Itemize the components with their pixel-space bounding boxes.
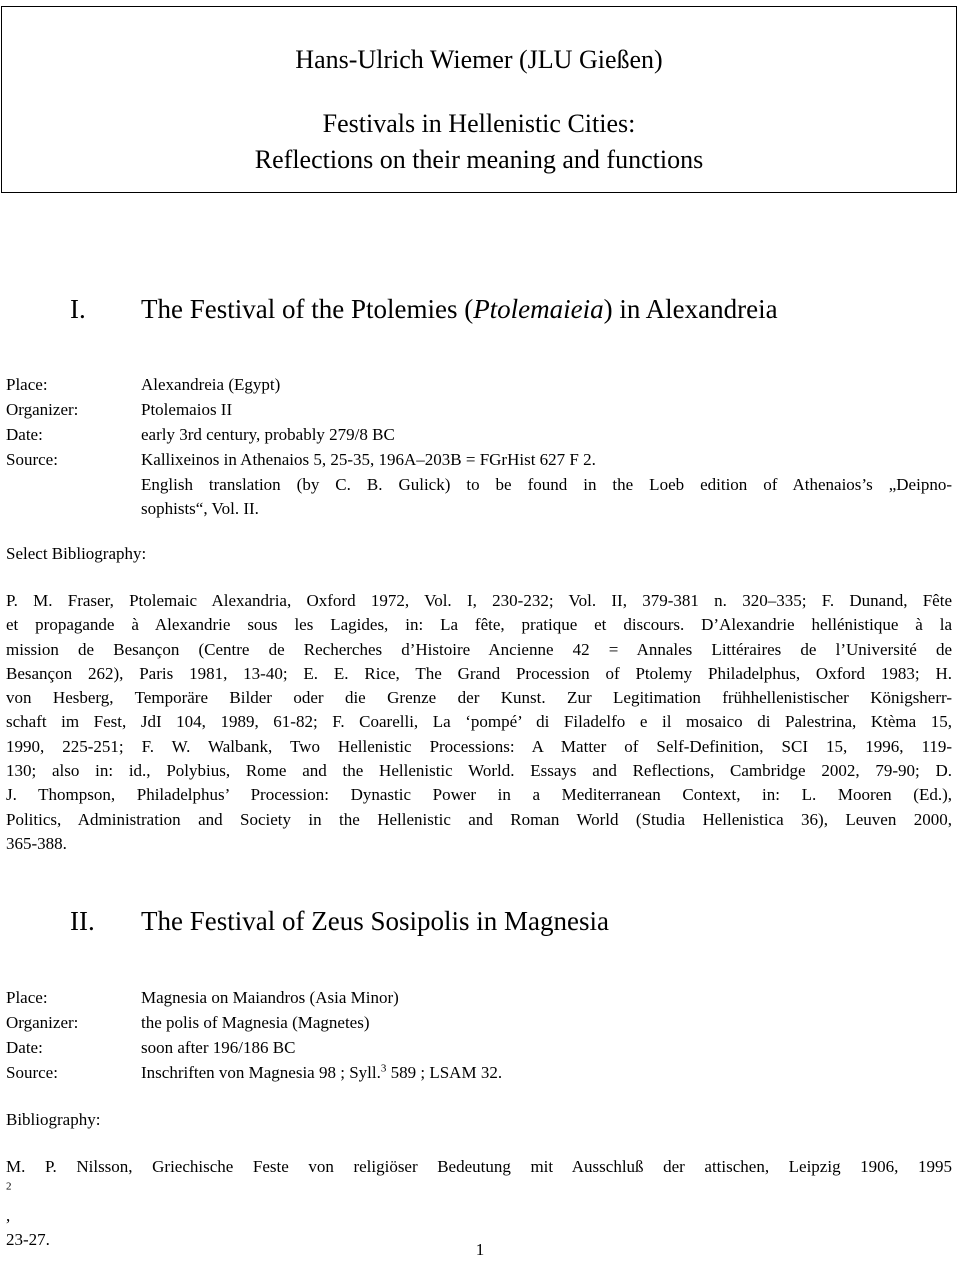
- source-translation-note: [141, 473, 952, 521]
- bib-line: 365-388.: [6, 833, 67, 853]
- bib-line: P. M. Fraser, Ptolemaic Alexandria, Oxford 1972, Vol. I, 230-232; Vol. II, 379-381 n. 320–335; F. Dunand, Fête: [6, 591, 952, 610]
- section-1-title-italic: Ptolemaieia: [473, 294, 604, 324]
- section-1-title-end: ) in Alexandreia: [603, 294, 778, 324]
- section-1-bibliography: [6, 589, 952, 856]
- bib-line: Besançon 262), Paris 1981, 13-40; E. E. Rice, The Grand Procession of Ptolemy Philadelphus, Oxford 1983; H.: [6, 663, 952, 683]
- section-2-title: The Festival of Zeus Sosipolis in Magnesia: [141, 906, 609, 936]
- bib-line: 1990, 225-251; F. W. Walbank, Two Hellenistic Processions: A Matter of Self-Definition, SCI 15, 1996, 119-: [6, 736, 952, 756]
- select-bibliography-heading: Select Bibliography:: [6, 544, 147, 563]
- bib-line: [6, 1155, 952, 1228]
- source-value: Kallixeinos in Athenaios 5, 25-35, 196A–203B = FGrHist 627 F 2.: [141, 450, 596, 469]
- date-value: soon after 196/186 BC: [141, 1038, 296, 1057]
- bib-text-end: ,: [6, 1205, 11, 1225]
- source-value: [141, 1061, 502, 1085]
- date-value: early 3rd century, probably 279/8 BC: [141, 425, 395, 444]
- section-1-title-start: The Festival of the Ptolemies (: [141, 294, 474, 324]
- bib-line: et propagande à Alexandrie sous les Lagides, in: La fête, pratique et discours. D’Alexandrie hellénistique à la: [6, 615, 952, 635]
- page-number: 1: [475, 1240, 485, 1259]
- source-text-end: 589 ; LSAM 32.: [386, 1063, 503, 1082]
- section-2-number: II.: [70, 906, 95, 936]
- source-label: Source:: [6, 450, 58, 469]
- place-value: Alexandreia (Egypt): [141, 375, 281, 394]
- bib-line: 130; also in: id., Polybius, Rome and the Hellenistic World. Essays and Reflections, Cambridge 2002, 79-90; D.: [6, 761, 952, 781]
- bib-line: schaft im Fest, JdI 104, 1989, 61-82; F. Coarelli, La ‘pompé’ di Filadelfo e il mosaico di Palestrina, Ktèma 15,: [6, 712, 952, 732]
- date-label: Date:: [6, 1038, 43, 1057]
- bib-line: J. Thompson, Philadelphus’ Procession: Dynastic Power in a Mediterranean Context, in: L. Mooren (Ed.),: [6, 785, 952, 805]
- title-line-2: Reflections on their meaning and functions: [254, 145, 704, 174]
- bibliography-heading: Bibliography:: [6, 1110, 101, 1129]
- place-value: Magnesia on Maiandros (Asia Minor): [141, 988, 399, 1007]
- bib-line: von Hesberg, Temporäre Bilder oder die Grenze der Kunst. Zur Legitimation frühhellenistischer Königsherr-: [6, 688, 952, 708]
- bib-text: M. P. Nilsson, Griechische Feste von religiöser Bedeutung mit Ausschluß der attischen, Leipzig 1906, 1995: [6, 1157, 952, 1176]
- organizer-label: Organizer:: [6, 1013, 79, 1032]
- place-label: Place:: [6, 988, 48, 1007]
- section-2-bibliography: [6, 1155, 952, 1252]
- section-1-number: I.: [70, 294, 86, 324]
- bib-superscript: 2: [6, 1180, 12, 1193]
- source-superscript: 3: [380, 1062, 387, 1075]
- section-1-title: [141, 293, 778, 325]
- author-line: Hans-Ulrich Wiemer (JLU Gießen): [295, 45, 663, 74]
- source-note-line-1: English translation (by C. B. Gulick) to be found in the Loeb edition of Athenaios’s „Deipno-: [141, 475, 952, 494]
- place-label: Place:: [6, 375, 48, 394]
- date-label: Date:: [6, 425, 43, 444]
- source-text: Inschriften von Magnesia 98 ; Syll.: [141, 1063, 381, 1082]
- source-label: Source:: [6, 1063, 58, 1082]
- organizer-label: Organizer:: [6, 400, 79, 419]
- organizer-value: the polis of Magnesia (Magnetes): [141, 1013, 370, 1032]
- organizer-value: Ptolemaios II: [141, 400, 233, 419]
- source-note-line-2: sophists“, Vol. II.: [141, 499, 259, 518]
- bib-line: mission de Besançon (Centre de Recherches d’Histoire Ancienne 42 = Annales Littéraires de l’Université de: [6, 639, 952, 659]
- title-box: [1, 6, 957, 193]
- title-line-1: Festivals in Hellenistic Cities:: [322, 109, 636, 138]
- bib-line: 23-27.: [6, 1229, 50, 1249]
- bib-line: Politics, Administration and Society in the Hellenistic and Roman World (Studia Hellenistica 36), Leuven 2000,: [6, 809, 952, 829]
